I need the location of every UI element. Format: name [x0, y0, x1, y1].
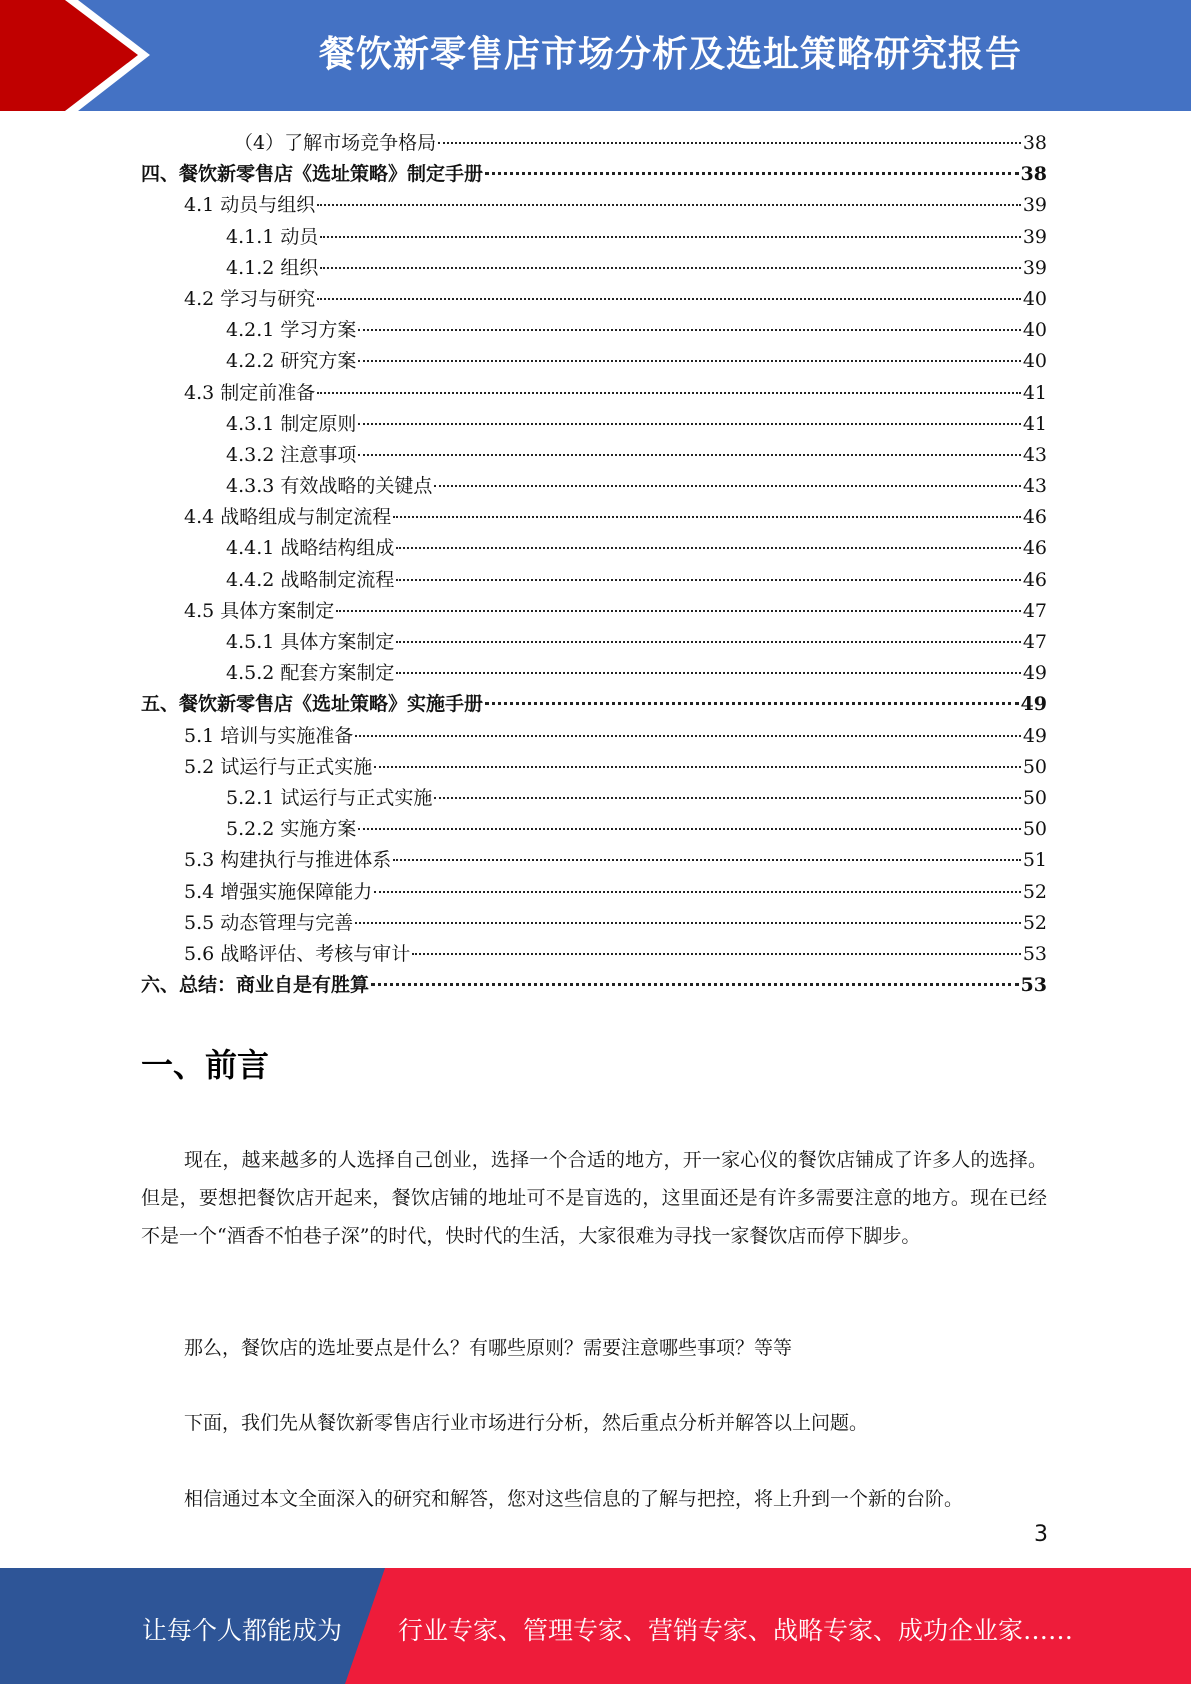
toc-entry[interactable]: [141, 502, 1047, 533]
toc-dot-leader: [438, 142, 1021, 144]
toc-entry-label: 六、总结：商业自是有胜算: [141, 974, 370, 997]
toc-entry-page: 53: [1022, 942, 1047, 965]
toc-entry-page: 50: [1022, 818, 1047, 841]
toc-entry[interactable]: [141, 533, 1047, 564]
toc-entry-label: 4.4 战略组成与制定流程: [184, 506, 392, 529]
toc-entry-label: 4.5.2 配套方案制定: [226, 662, 395, 685]
toc-entry[interactable]: [141, 627, 1047, 658]
toc-entry-page: 49: [1022, 724, 1047, 747]
toc-dot-leader: [393, 516, 1021, 518]
toc-entry[interactable]: [141, 596, 1047, 627]
toc-entry[interactable]: [141, 877, 1047, 908]
toc-entry-page: 39: [1022, 225, 1047, 248]
toc-entry-label: 4.2.2 研究方案: [226, 350, 357, 373]
toc-entry-label: 5.2.1 试运行与正式实施: [226, 786, 433, 809]
toc-entry-label: 5.1 培训与实施准备: [184, 724, 354, 747]
toc-entry-label: 4.3.1 制定原则: [226, 412, 357, 435]
toc-entry-label: 4.2 学习与研究: [184, 287, 316, 310]
table-of-contents: [141, 128, 1047, 1001]
toc-entry-label: 4.5.1 具体方案制定: [226, 631, 395, 653]
toc-entry[interactable]: [141, 409, 1047, 440]
toc-entry-page: 40: [1022, 350, 1047, 373]
page-footer: [0, 1568, 1191, 1684]
toc-entry-page: 41: [1022, 412, 1047, 435]
toc-entry[interactable]: [141, 222, 1047, 253]
toc-entry[interactable]: [141, 128, 1047, 159]
toc-entry-page: 46: [1022, 537, 1047, 560]
footer-slogan-right: 行业专家、管理专家、营销专家、战略专家、成功企业家……: [398, 1616, 1074, 1645]
page-header: [0, 0, 1191, 111]
toc-entry[interactable]: [141, 346, 1047, 377]
toc-entry[interactable]: [141, 159, 1047, 190]
toc-entry-label: 四、餐饮新零售店《选址策略》制定手册: [141, 163, 484, 186]
toc-entry[interactable]: [141, 190, 1047, 221]
toc-entry-page: 41: [1022, 381, 1047, 404]
toc-entry[interactable]: [141, 908, 1047, 939]
toc-dot-leader: [320, 236, 1020, 238]
body-paragraph: [141, 1480, 1047, 1518]
toc-entry-label: 4.1.1 动员: [226, 225, 319, 248]
toc-dot-leader: [434, 797, 1020, 799]
body-paragraph: [141, 1404, 1047, 1442]
toc-dot-leader: [396, 579, 1020, 581]
toc-entry-label: 5.4 增强实施保障能力: [184, 880, 373, 903]
page-number: 3: [1034, 1522, 1048, 1547]
toc-entry-page: 40: [1022, 287, 1047, 310]
toc-entry[interactable]: [141, 284, 1047, 315]
toc-dot-leader: [317, 392, 1021, 394]
toc-entry-label: 4.2.1 学习方案: [226, 319, 357, 342]
toc-entry-label: 5.5 动态管理与完善: [184, 911, 354, 934]
toc-entry-label: 五、餐饮新零售店《选址策略》实施手册: [141, 693, 484, 716]
toc-entry[interactable]: [141, 970, 1047, 1001]
toc-dot-leader: [485, 702, 1019, 705]
toc-entry[interactable]: [141, 658, 1047, 689]
toc-entry[interactable]: [141, 721, 1047, 752]
toc-dot-leader: [396, 547, 1020, 549]
toc-entry-page: 40: [1022, 319, 1047, 342]
toc-entry-label: 4.4.2 战略制定流程: [226, 568, 395, 591]
toc-entry-label: 4.3.3 有效战略的关键点: [226, 475, 433, 498]
toc-dot-leader: [336, 610, 1021, 612]
toc-dot-leader: [358, 360, 1020, 362]
toc-entry[interactable]: [141, 752, 1047, 783]
toc-entry[interactable]: [141, 315, 1047, 346]
toc-entry-page: 47: [1022, 599, 1047, 622]
toc-entry[interactable]: [141, 253, 1047, 284]
toc-dot-leader: [317, 298, 1021, 300]
toc-dot-leader: [358, 828, 1020, 830]
toc-entry-page: 53: [1020, 974, 1047, 997]
toc-entry[interactable]: [141, 471, 1047, 502]
toc-entry-page: 50: [1022, 786, 1047, 809]
toc-entry-page: 47: [1022, 631, 1047, 653]
toc-entry-page: 46: [1022, 568, 1047, 591]
toc-entry[interactable]: [141, 783, 1047, 814]
toc-entry-page: 38: [1022, 132, 1047, 154]
toc-entry-label: 4.1 动员与组织: [184, 194, 316, 217]
paragraph-1: 现在，越来越多的人选择自己创业，选择一个合适的地方，开一家心仪的餐饮店铺成了许多人的选择。但是，要想把餐饮店开起来，餐饮店铺的地址可不是盲选的，这里面还是有许多需要注意的地方。现在已经不是一个“酒香不怕巷子深”的时代，快时代的生活，大家很难为寻找一家餐饮店而停下脚步。: [141, 1149, 1047, 1247]
toc-entry-page: 51: [1022, 849, 1047, 872]
toc-dot-leader: [374, 891, 1021, 893]
toc-entry-label: 5.2.2 实施方案: [226, 818, 357, 841]
toc-dot-leader: [371, 983, 1019, 986]
toc-dot-leader: [374, 766, 1021, 768]
toc-entry-label: 4.3.2 注意事项: [226, 443, 357, 466]
paragraph-2: 那么，餐饮店的选址要点是什么？有哪些原则？需要注意哪些事项？等等: [184, 1337, 793, 1359]
toc-dot-leader: [355, 735, 1021, 737]
toc-entry[interactable]: [141, 845, 1047, 876]
toc-dot-leader: [358, 329, 1020, 331]
toc-dot-leader: [320, 267, 1020, 269]
toc-entry-page: 49: [1022, 662, 1047, 685]
toc-entry[interactable]: [141, 565, 1047, 596]
toc-entry-label: 4.5 具体方案制定: [184, 599, 335, 622]
toc-entry-label: （4）了解市场竞争格局: [234, 132, 437, 154]
toc-entry-label: 5.3 构建执行与推进体系: [184, 849, 392, 872]
section-heading: 一、前言: [141, 1046, 270, 1084]
toc-dot-leader: [434, 485, 1020, 487]
toc-entry-page: 43: [1022, 475, 1047, 498]
body-paragraph: [141, 1141, 1047, 1255]
footer-slogan-left: 让每个人都能成为: [142, 1616, 343, 1645]
toc-entry-label: 5.6 战略评估、考核与审计: [184, 942, 411, 965]
toc-dot-leader: [396, 641, 1020, 643]
paragraph-4: 相信通过本文全面深入的研究和解答，您对这些信息的了解与把控，将上升到一个新的台阶。: [184, 1488, 964, 1510]
toc-entry-page: 38: [1020, 163, 1047, 186]
toc-entry[interactable]: [141, 440, 1047, 471]
toc-entry[interactable]: [141, 939, 1047, 970]
toc-entry[interactable]: [141, 814, 1047, 845]
toc-entry-page: 49: [1020, 693, 1047, 716]
toc-entry[interactable]: [141, 378, 1047, 409]
toc-dot-leader: [317, 204, 1021, 206]
toc-entry-page: 50: [1022, 755, 1047, 778]
header-arrow-decoration: [0, 0, 160, 111]
toc-dot-leader: [355, 922, 1021, 924]
toc-entry-label: 5.2 试运行与正式实施: [184, 755, 373, 778]
toc-entry-label: 4.3 制定前准备: [184, 381, 316, 404]
toc-dot-leader: [412, 953, 1021, 955]
toc-dot-leader: [358, 454, 1020, 456]
toc-entry-page: 39: [1022, 256, 1047, 279]
toc-dot-leader: [396, 672, 1020, 674]
toc-entry-page: 39: [1022, 194, 1047, 217]
toc-entry-label: 4.1.2 组织: [226, 256, 319, 279]
toc-entry-page: 52: [1022, 880, 1047, 903]
toc-dot-leader: [358, 423, 1020, 425]
report-title: 餐饮新零售店市场分析及选址策略研究报告: [318, 34, 1022, 75]
toc-entry-label: 4.4.1 战略结构组成: [226, 537, 395, 560]
toc-entry[interactable]: [141, 689, 1047, 720]
paragraph-3: 下面，我们先从餐饮新零售店行业市场进行分析，然后重点分析并解答以上问题。: [184, 1412, 869, 1434]
body-paragraph: [141, 1329, 1047, 1367]
toc-dot-leader: [393, 859, 1021, 861]
toc-dot-leader: [485, 172, 1019, 175]
toc-entry-page: 46: [1022, 506, 1047, 529]
toc-entry-page: 43: [1022, 443, 1047, 466]
toc-entry-page: 52: [1022, 911, 1047, 934]
